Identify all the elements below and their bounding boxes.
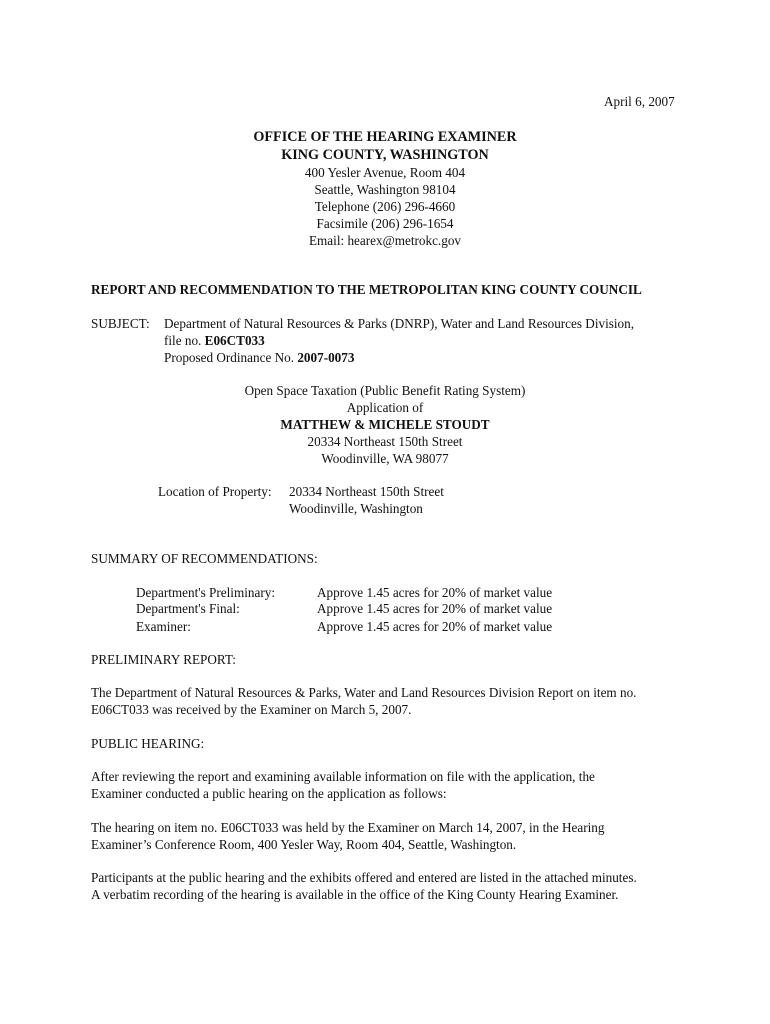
application-block <box>0 382 770 467</box>
paragraph-line: A verbatim recording of the hearing is available in the office of the King County Hearing Examiner. <box>91 887 619 902</box>
summary-heading: SUMMARY OF RECOMMENDATIONS: <box>91 551 318 566</box>
paragraph-line: After reviewing the report and examining available information on file with the application, the <box>91 769 595 784</box>
paragraph-line: Examiner conducted a public hearing on the application as follows: <box>91 786 447 801</box>
office-jurisdiction: KING COUNTY, WASHINGTON <box>281 147 489 163</box>
summary-row-value: Approve 1.45 acres for 20% of market value <box>317 601 553 616</box>
hearing-paragraph-2 <box>91 819 691 853</box>
paragraph-line: Participants at the public hearing and the exhibits offered and entered are listed in the attached minutes. <box>91 870 637 885</box>
paragraph-line: The hearing on item no. E06CT033 was held by the Examiner on March 14, 2007, in the Hearing <box>91 820 605 835</box>
ordinance-prefix: Proposed Ordinance No. <box>164 350 298 365</box>
summary-row-label: Department's Final: <box>136 601 240 616</box>
application-of: Application of <box>346 400 424 415</box>
location-line1: 20334 Northeast 150th Street <box>289 484 444 499</box>
summary-row-label: Examiner: <box>136 619 191 634</box>
summary-row-value: Approve 1.45 acres for 20% of market value <box>317 619 553 634</box>
subject-label: SUBJECT: <box>91 316 150 331</box>
location-line2: Woodinville, Washington <box>289 501 423 516</box>
office-name: OFFICE OF THE HEARING EXAMINER <box>253 129 517 145</box>
preliminary-heading: PRELIMINARY REPORT: <box>91 652 236 667</box>
file-prefix: file no. <box>164 333 205 348</box>
office-email: Email: hearex@metrokc.gov <box>308 233 462 248</box>
application-type: Open Space Taxation (Public Benefit Rating System) <box>244 383 526 398</box>
office-telephone: Telephone (206) 296-4660 <box>314 199 456 214</box>
applicant-name: MATTHEW & MICHELE STOUDT <box>280 417 490 432</box>
office-header <box>0 128 770 249</box>
report-date: April 6, 2007 <box>604 94 675 109</box>
hearing-paragraph-1 <box>91 768 691 802</box>
applicant-street: 20334 Northeast 150th Street <box>307 434 463 449</box>
subject-line: Department of Natural Resources & Parks (DNRP), Water and Land Resources Division, <box>164 316 635 331</box>
hearing-heading: PUBLIC HEARING: <box>91 736 205 751</box>
office-address: 400 Yesler Avenue, Room 404 <box>304 165 466 180</box>
ordinance-number: 2007-0073 <box>297 350 355 365</box>
paragraph-line: E06CT033 was received by the Examiner on March 5, 2007. <box>91 702 412 717</box>
hearing-paragraph-3 <box>91 869 691 903</box>
applicant-city: Woodinville, WA 98077 <box>321 451 449 466</box>
summary-row-label: Department's Preliminary: <box>136 585 275 600</box>
paragraph-line: Examiner’s Conference Room, 400 Yesler Way, Room 404, Seattle, Washington. <box>91 837 517 852</box>
subject-file <box>164 332 265 349</box>
subject-ordinance <box>164 349 354 366</box>
preliminary-paragraph <box>91 684 691 718</box>
paragraph-line: The Department of Natural Resources & Parks, Water and Land Resources Division Report on item no. <box>91 685 637 700</box>
office-facsimile: Facsimile (206) 296-1654 <box>316 216 454 231</box>
office-city: Seattle, Washington 98104 <box>314 182 456 197</box>
summary-row-value: Approve 1.45 acres for 20% of market value <box>317 585 553 600</box>
file-number: E06CT033 <box>204 333 265 348</box>
location-label: Location of Property: <box>158 484 272 499</box>
report-heading: REPORT AND RECOMMENDATION TO THE METROPOLITAN KING COUNTY COUNCIL <box>91 282 642 297</box>
